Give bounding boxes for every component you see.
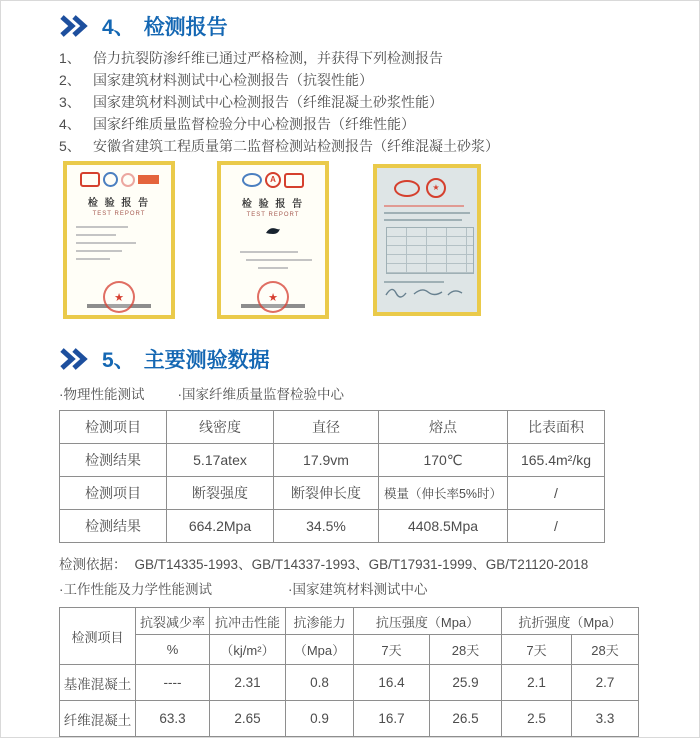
certificate-title: 检 验 报 告 bbox=[241, 199, 305, 210]
table-cell: 2.5 bbox=[502, 701, 572, 737]
table-cell: 4408.5Mpa bbox=[379, 510, 508, 543]
performance-table bbox=[59, 607, 639, 737]
certificate-title: 检 验 报 告 bbox=[87, 198, 151, 209]
table-header-cell: （Mpa） bbox=[286, 635, 354, 665]
table-cell: 基准混凝土 bbox=[60, 665, 136, 701]
star-seal-icon bbox=[426, 178, 446, 198]
report-list bbox=[59, 47, 699, 157]
table-header-cell: 28天 bbox=[572, 635, 639, 665]
table-header-cell: 7天 bbox=[354, 635, 430, 665]
table-header-cell: 28天 bbox=[430, 635, 502, 665]
table-cell: 664.2Mpa bbox=[167, 510, 274, 543]
table-header-cell: % bbox=[136, 635, 210, 665]
table-cell: 0.9 bbox=[286, 701, 354, 737]
test-source-note bbox=[59, 579, 699, 597]
table-cell: 检测结果 bbox=[60, 444, 167, 477]
faded-seal-icon bbox=[121, 173, 135, 187]
table-header-cell: 模量（伸长率5%时） bbox=[379, 477, 508, 510]
item-number: 4、 bbox=[59, 116, 81, 132]
table-header-cell: 抗折强度（Mpa） bbox=[502, 608, 639, 635]
table-cell: 63.3 bbox=[136, 701, 210, 737]
test-source-note bbox=[59, 384, 699, 402]
test-type-label: ·工作性能及力学性能测试 bbox=[59, 582, 212, 597]
red-text-line bbox=[384, 205, 464, 207]
text-line bbox=[76, 250, 122, 252]
item-number: 2、 bbox=[59, 72, 81, 88]
text-line bbox=[258, 267, 288, 269]
list-item bbox=[59, 113, 699, 135]
table-header-cell: 抗渗能力 bbox=[286, 608, 354, 635]
text-line bbox=[384, 212, 470, 214]
signature-squiggle-icon bbox=[384, 283, 464, 304]
basis-standards: GB/T14335-1993、GB/T14337-1993、GB/T17931-1999、GB/T21120-2018 bbox=[134, 557, 589, 572]
table-cell: 5.17atex bbox=[167, 444, 274, 477]
section-5-header bbox=[59, 346, 699, 372]
blue-oval-logo-icon bbox=[242, 173, 262, 187]
text-line bbox=[246, 259, 312, 261]
physical-properties-table bbox=[59, 410, 605, 543]
table-header-cell: 抗冲击性能 bbox=[210, 608, 286, 635]
section-number: 4、 bbox=[102, 16, 135, 39]
table-cell: 3.3 bbox=[572, 701, 639, 737]
table-cell: 0.8 bbox=[286, 665, 354, 701]
certificate-image-3 bbox=[373, 164, 481, 316]
table-cell: 26.5 bbox=[430, 701, 502, 737]
table-cell: 170℃ bbox=[379, 444, 508, 477]
stamp-row bbox=[394, 178, 446, 198]
section-title: 主要测验数据 bbox=[143, 349, 270, 372]
item-text: 安徽省建筑工程质量第二监督检测站检测报告（纤维混凝土砂浆） bbox=[93, 138, 499, 154]
table-cell: 17.9vm bbox=[274, 444, 379, 477]
table-header-cell: （kj/m²） bbox=[210, 635, 286, 665]
certificate-footer bbox=[72, 304, 166, 308]
table-header-cell: 抗压强度（Mpa） bbox=[354, 608, 502, 635]
table-header-cell: 检测项目 bbox=[60, 477, 167, 510]
list-item bbox=[59, 91, 699, 113]
round-blue-logo-icon bbox=[103, 172, 118, 187]
text-line bbox=[76, 242, 136, 244]
item-number: 5、 bbox=[59, 138, 81, 154]
section-number: 5、 bbox=[102, 349, 135, 372]
table-header-cell: 断裂强度 bbox=[167, 477, 274, 510]
list-item bbox=[59, 69, 699, 91]
stamp-row bbox=[80, 172, 159, 187]
table-header-cell: 抗裂减少率 bbox=[136, 608, 210, 635]
test-basis-line bbox=[59, 554, 699, 572]
basis-label: 检测依据： bbox=[59, 557, 127, 572]
test-type-label: ·物理性能测试 bbox=[59, 387, 145, 402]
certificate-image-1 bbox=[63, 161, 175, 319]
double-chevron-icon bbox=[59, 348, 89, 370]
table-cell: 纤维混凝土 bbox=[60, 701, 136, 737]
results-table-sketch bbox=[386, 227, 474, 274]
item-text: 国家纤维质量监督检验分中心检测报告（纤维性能） bbox=[93, 116, 415, 132]
item-text: 国家建筑材料测试中心检测报告（抗裂性能） bbox=[93, 72, 373, 88]
certificate-footer bbox=[226, 304, 320, 308]
table-header-cell: 断裂伸长度 bbox=[274, 477, 379, 510]
section-title: 检测报告 bbox=[143, 16, 228, 39]
table-header-cell: / bbox=[508, 477, 605, 510]
text-line bbox=[240, 251, 298, 253]
cma-stamp-icon bbox=[284, 173, 304, 188]
text-placeholder-lines bbox=[222, 251, 324, 269]
certificate-subtitle: TEST REPORT bbox=[92, 211, 146, 217]
table-cell: / bbox=[508, 510, 605, 543]
item-text: 倍力抗裂防渗纤维已通过严格检测，并获得下列检测报告 bbox=[93, 50, 443, 66]
round-a-logo-icon bbox=[265, 172, 281, 188]
section-4-header bbox=[59, 13, 699, 39]
table-header-cell: 检测项目 bbox=[60, 411, 167, 444]
text-line bbox=[76, 226, 128, 228]
table-header-cell: 熔点 bbox=[379, 411, 508, 444]
table-cell: 2.1 bbox=[502, 665, 572, 701]
cma-stamp-icon bbox=[80, 172, 100, 187]
text-line bbox=[76, 234, 116, 236]
table-cell: 2.65 bbox=[210, 701, 286, 737]
item-number: 1、 bbox=[59, 50, 81, 66]
certificate-subtitle: TEST REPORT bbox=[246, 212, 300, 218]
item-text: 国家建筑材料测试中心检测报告（纤维混凝土砂浆性能） bbox=[93, 94, 443, 110]
table-cell: 16.4 bbox=[354, 665, 430, 701]
text-placeholder-lines bbox=[68, 226, 170, 260]
test-center-label: ·国家纤维质量监督检验中心 bbox=[177, 387, 344, 402]
round-red-seal-icon bbox=[103, 281, 135, 313]
list-item bbox=[59, 47, 699, 69]
test-center-label: ·国家建筑材料测试中心 bbox=[288, 582, 428, 597]
double-chevron-icon bbox=[59, 15, 89, 37]
item-number: 3、 bbox=[59, 94, 81, 110]
certificate-row bbox=[59, 161, 699, 319]
certificate-image-2 bbox=[217, 161, 329, 319]
list-item bbox=[59, 135, 699, 157]
table-header-cell: 7天 bbox=[502, 635, 572, 665]
oval-red-stamp-icon bbox=[394, 180, 420, 197]
text-line bbox=[384, 219, 462, 221]
red-bar-stamp-icon bbox=[138, 175, 159, 184]
table-header-cell: 直径 bbox=[274, 411, 379, 444]
text-line bbox=[76, 258, 110, 260]
eagle-logo-icon bbox=[265, 224, 281, 242]
table-cell: ---- bbox=[136, 665, 210, 701]
table-cell: 检测结果 bbox=[60, 510, 167, 543]
text-placeholder-lines bbox=[384, 205, 470, 221]
stamp-row bbox=[242, 172, 304, 188]
table-header-cell: 比表面积 bbox=[508, 411, 605, 444]
round-red-seal-icon bbox=[257, 281, 289, 313]
table-cell: 25.9 bbox=[430, 665, 502, 701]
table-header-cell: 检测项目 bbox=[60, 608, 136, 665]
table-header-cell: 线密度 bbox=[167, 411, 274, 444]
table-cell: 2.7 bbox=[572, 665, 639, 701]
table-cell: 165.4m²/kg bbox=[508, 444, 605, 477]
table-cell: 2.31 bbox=[210, 665, 286, 701]
table-cell: 16.7 bbox=[354, 701, 430, 737]
table-cell: 34.5% bbox=[274, 510, 379, 543]
